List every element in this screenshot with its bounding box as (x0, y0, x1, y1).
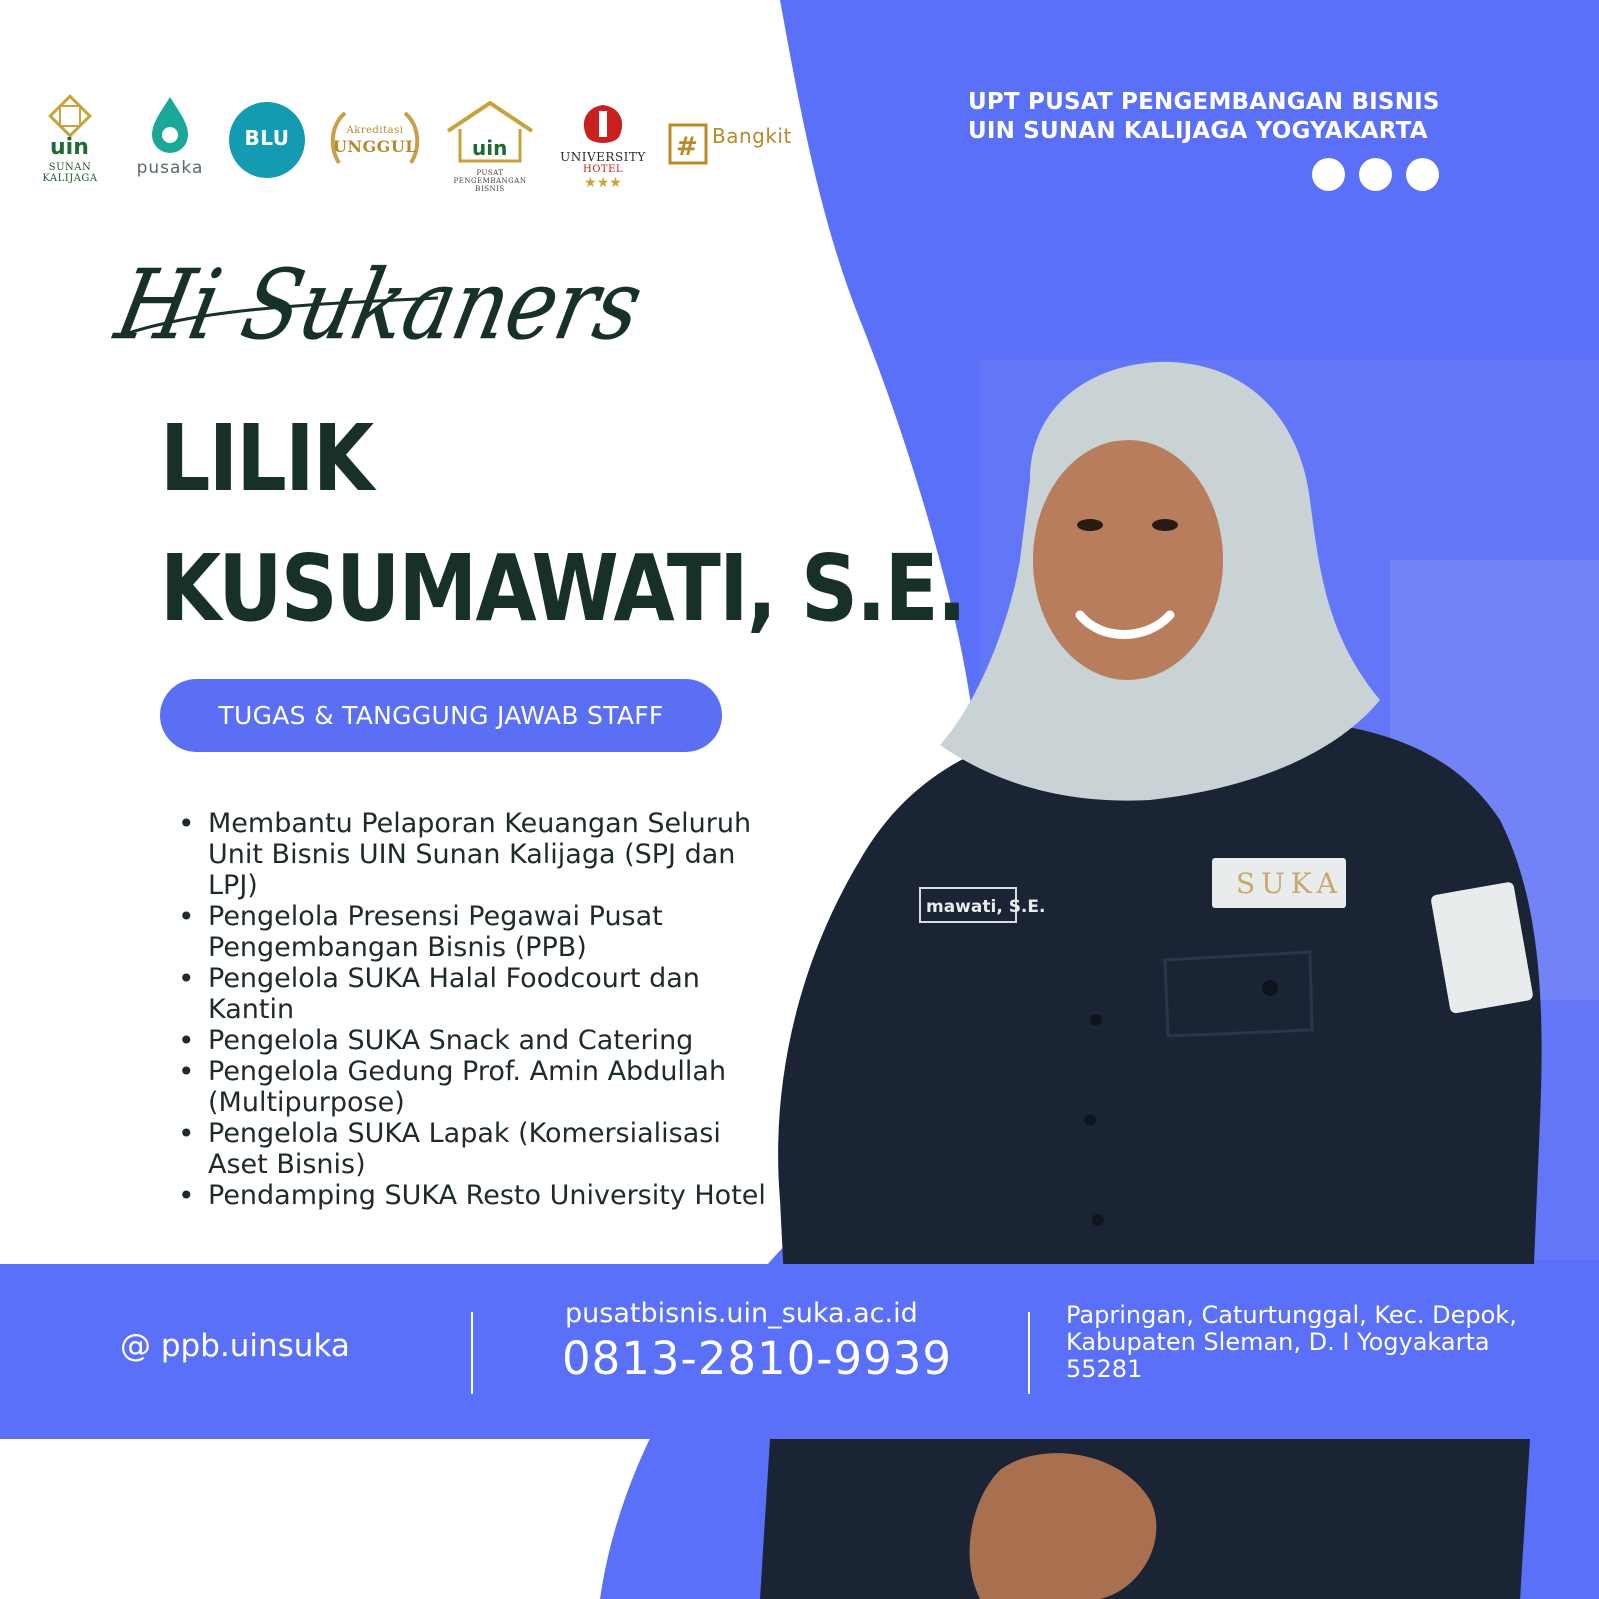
duty-item: • Pengelola SUKA Lapak (Komersialisasi Aset Bisnis) (178, 1118, 768, 1180)
blu-logo-caption: BLU (244, 126, 290, 150)
blu-logo (228, 101, 306, 183)
jacket-button (1090, 1014, 1102, 1026)
person-name-line1: LILIK (160, 405, 373, 512)
address-line3: 55281 (1066, 1355, 1143, 1383)
decorative-dot (1312, 158, 1345, 191)
right-eye-shape (1152, 519, 1178, 531)
organization-title-line1: UPT PUSAT PENGEMBANGAN BISNIS (968, 89, 1440, 115)
greeting-text: Hi Sukaners (107, 248, 734, 361)
duties-section-badge: TUGAS & TANGGUNG JAWAB STAFF (160, 679, 722, 752)
face-shape (1033, 440, 1223, 680)
university-hotel-logo (560, 101, 646, 191)
person-name-line2: KUSUMAWATI, S.E. (160, 535, 966, 642)
greeting-script (107, 218, 734, 398)
decorative-dot (1406, 158, 1439, 191)
organization-title (968, 88, 1440, 146)
uin-logo (20, 100, 120, 184)
suka-badge-text: SUKA (1236, 867, 1343, 900)
uin-logo-caption: SUNAN KALIJAGA (42, 162, 98, 184)
svg-text:uin: uin (50, 135, 89, 160)
contact-footer (0, 1264, 1599, 1439)
duty-item: • Pengelola Presensi Pegawai Pusat Pengembangan Bisnis (PPB) (178, 901, 768, 963)
bangkit-logo-caption: Bangkit (712, 124, 792, 148)
decorative-dot (1359, 158, 1392, 191)
bangkit-logo (668, 123, 808, 167)
duty-item: • Pengelola SUKA Halal Foodcourt dan Kantin (178, 963, 768, 1025)
duties-list (178, 808, 768, 1211)
jacket-shape (778, 720, 1541, 1599)
university-hotel-logo-caption-sub: HOTEL (582, 164, 624, 175)
jacket-button (1084, 1114, 1096, 1126)
partner-logos-row (20, 95, 820, 195)
ppb-logo (440, 99, 540, 193)
duty-item: • Membantu Pelaporan Keuangan Seluruh Unit Bisnis UIN Sunan Kalijaga (SPJ dan LPJ) (178, 808, 768, 901)
footer-divider (471, 1312, 473, 1394)
university-hotel-logo-caption: UNIVERSITY (560, 150, 646, 164)
person-name (160, 398, 965, 650)
social-handle: @ ppb.uinsuka (120, 1328, 350, 1364)
jacket-button (1262, 980, 1278, 996)
hotel-stars-icon: ★★★ (584, 175, 622, 191)
address-line1: Papringan, Caturtunggal, Kec. Depok, (1066, 1301, 1517, 1329)
address-line2: Kabupaten Sleman, D. I Yogyakarta (1066, 1328, 1490, 1356)
svg-text:uin: uin (472, 136, 508, 160)
ppb-logo-icon (442, 99, 538, 165)
akreditasi-logo-caption: UNGGUL (332, 137, 418, 156)
left-eye-shape (1077, 519, 1103, 531)
organization-title-line2: UIN SUNAN KALIJAGA YOGYAKARTA (968, 118, 1428, 144)
phone-number: 0813-2810-9939 (562, 1332, 953, 1385)
pusaka-logo-icon (148, 95, 192, 155)
duty-item: • Pendamping SUKA Resto University Hotel (178, 1180, 768, 1211)
website-text: pusatbisnis.uin_suka.ac.id (565, 1298, 918, 1329)
akreditasi-logo (325, 105, 425, 179)
jacket-button (1092, 1214, 1104, 1226)
uin-logo-icon (46, 100, 94, 158)
name-tag-text: mawati, S.E. (926, 897, 1046, 917)
university-hotel-logo-icon (573, 101, 633, 147)
duty-item: • Pengelola Gedung Prof. Amin Abdullah (Multipurpose) (178, 1056, 768, 1118)
bangkit-logo-icon (668, 123, 708, 165)
duty-item: • Pengelola SUKA Snack and Catering (178, 1025, 768, 1056)
address-block (1066, 1302, 1566, 1383)
pusaka-logo (130, 95, 210, 177)
akreditasi-logo-caption-top: Akreditasi (346, 125, 404, 136)
ppb-logo-caption: PUSAT PENGEMBANGAN BISNIS (453, 169, 527, 193)
pusaka-logo-caption: pusaka (136, 158, 204, 178)
svg-text:#: # (676, 132, 698, 162)
footer-divider (1028, 1312, 1030, 1394)
